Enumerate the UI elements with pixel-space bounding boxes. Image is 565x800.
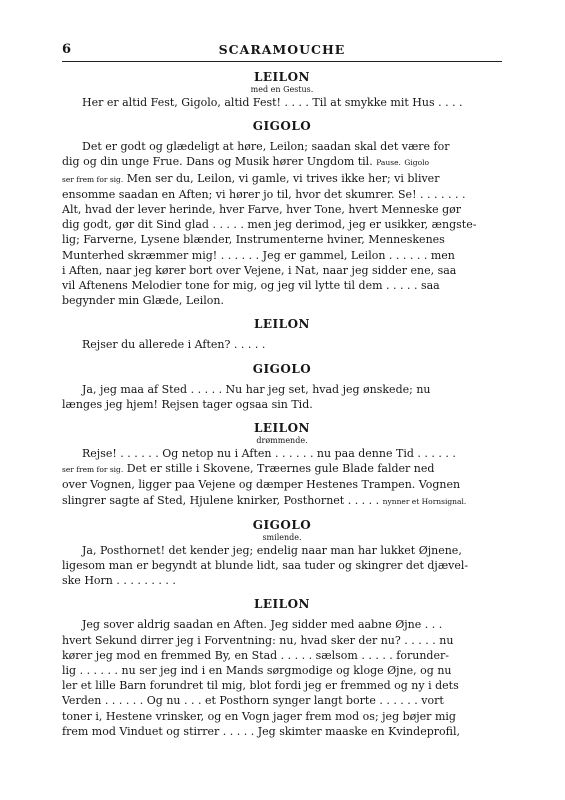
inline-stage-direction: ser frem for sig.: [62, 465, 124, 475]
speech-text: i Aften, naar jeg kører bort over Vejene, i Nat, naar jeg sidder ene, saa: [62, 263, 457, 277]
speech-text: Det er stille i Skovene, Træernes gule Blade falder ned: [123, 462, 435, 476]
speech-text: Her er altid Fest, Gigolo, altid Fest! . . . . Til at smykke mit Hus . . . .: [82, 96, 463, 109]
speech-line: [62, 543, 502, 558]
speech-line: [62, 648, 502, 663]
speech-line: [62, 461, 502, 477]
inline-stage-direction: Gigolo: [404, 158, 430, 168]
stage-direction: smilende.: [262, 532, 302, 542]
speech-line: [62, 709, 502, 724]
speech-line: [62, 248, 502, 263]
speech-line: [62, 382, 502, 397]
speech-line: [62, 663, 502, 678]
speech-text: begynder min Glæde, Leilon.: [62, 294, 224, 308]
speaker-name: LEILON: [253, 70, 311, 84]
speech-text: over Vognen, ligger paa Vejene og dæmper Hestenes Trampen. Vognen: [62, 478, 461, 492]
speaker-name: LEILON: [253, 421, 311, 436]
speech-text: ske Horn . . . . . . . . .: [62, 574, 176, 588]
header-rule: [62, 61, 502, 62]
speech-line: [62, 493, 502, 509]
speech-text: lig . . . . . . nu ser jeg ind i en Mands sørgmodige og kloge Øjne, og nu: [62, 664, 452, 678]
speech-text: ensomme saadan en Aften; vi hører jo til, hvor det skumrer. Se! . . . . . . .: [62, 187, 466, 201]
block-gap: [62, 412, 502, 421]
speech-line: [62, 693, 502, 708]
inline-stage-direction: ser frem for sig.: [62, 174, 124, 184]
speech-text: slingrer sagte af Sted, Hjulene knirker, Posthornet . . . . .: [62, 493, 383, 507]
speech-line: [62, 278, 502, 293]
block-gap: [62, 308, 502, 317]
speech-line: [62, 217, 502, 232]
speech-line: [62, 678, 502, 693]
speech-line: [62, 724, 502, 739]
running-title: SCARAMOUCHE: [218, 42, 346, 57]
speech-text: Rejse! . . . . . . Og netop nu i Aften . . . . . . nu paa denne Tid . . . . . .: [82, 447, 456, 461]
speech-text: frem mod Vinduet og stirrer . . . . . Jeg skimter maaske en Kvindeprofil,: [62, 724, 460, 738]
speech-text: hvert Sekund dirrer jeg i Forventning: nu, hvad sker der nu? . . . . . nu: [62, 633, 454, 647]
speech-text: Verden . . . . . . Og nu . . . et Posthorn synger langt borte . . . . . . vort: [62, 694, 444, 708]
speech-line: [62, 171, 502, 187]
speech-text: længes jeg hjem! Rejsen tager ogsaa sin Tid.: [62, 397, 313, 411]
speech-line: [62, 397, 502, 412]
speech-text: Men ser du, Leilon, vi gamle, vi trives ikke her; vi bliver: [123, 171, 440, 185]
page-number: 6: [62, 42, 72, 57]
speech-line: [62, 232, 502, 247]
speech-text: Alt, hvad der lever herinde, hver Farve, hver Tone, hvert Menneske gør: [62, 203, 461, 217]
speech-text: vil Aftenens Melodier tone for mig, og jeg vil lytte til dem . . . . . saa: [62, 279, 440, 293]
stage-direction: drømmende.: [256, 436, 308, 446]
speech-text: dig godt, gør dit Sind glad . . . . . men jeg derimod, jeg er usikker, ængste-: [62, 218, 477, 232]
speech-line: [62, 573, 502, 588]
speech-line: [62, 154, 502, 170]
speech-text: toner i, Hestene vrinsker, og en Vogn jager frem mod os; jeg bøjer mig: [62, 709, 456, 723]
speech-text: Ja, jeg maa af Sted . . . . . Nu har jeg set, hvad jeg ønskede; nu: [82, 382, 431, 396]
speech-text: ler et lille Barn forundret til mig, blot fordi jeg er fremmed og ny i dets: [62, 679, 459, 693]
speech-line: [62, 139, 502, 154]
speech-line: [62, 617, 502, 632]
speech: [62, 95, 502, 110]
speech-text: Munterhed skræmmer mig! . . . . . . Jeg er gammel, Leilon . . . . . . men: [62, 248, 455, 262]
speech-text: kører jeg mod en fremmed By, en Stad . . . . . sælsom . . . . . forunder-: [62, 648, 449, 662]
speech-line: [62, 477, 502, 492]
speech: [62, 337, 502, 352]
speech-text: Jeg sover aldrig saadan en Aften. Jeg sidder med aabne Øjne . . .: [82, 618, 443, 632]
speech-line: [62, 95, 502, 110]
play-text: [62, 70, 502, 739]
speech-text: ligesom man er begyndt at blunde lidt, saa tuder og skingrer det djævel-: [62, 559, 469, 573]
speech-line: [62, 633, 502, 648]
speech: [62, 617, 502, 739]
speech-line: [62, 263, 502, 278]
block-gap: [62, 588, 502, 597]
speaker-name: GIGOLO: [252, 361, 312, 376]
speech-text: Det er godt og glædeligt at høre, Leilon; saadan skal det være for: [82, 140, 450, 154]
block-gap: [62, 509, 502, 518]
speech: [62, 382, 502, 412]
block-gap: [62, 353, 502, 362]
speech-text: Ja, Posthornet! det kender jeg; endelig naar man har lukket Øjnene,: [82, 543, 462, 557]
inline-stage-direction: nynner et Hornsignal.: [382, 496, 467, 506]
stage-direction: med en Gestus.: [250, 85, 314, 94]
speech-text: dig og din unge Frue. Dans og Musik hører Ungdom til.: [62, 155, 377, 169]
speech-line: [62, 202, 502, 217]
block-gap: [62, 110, 502, 119]
speech-text: lig; Farverne, Lysene blænder, Instrumenterne hviner, Menneskenes: [62, 233, 445, 247]
speech: [62, 543, 502, 589]
speech-line: [62, 187, 502, 202]
speaker-name: LEILON: [253, 597, 311, 612]
speech: [62, 139, 502, 308]
speaker-name: LEILON: [253, 317, 311, 332]
speech-line: [62, 558, 502, 573]
page-header: [62, 42, 502, 60]
speech-text: Rejser du allerede i Aften? . . . . .: [82, 338, 266, 352]
speech-line: [62, 293, 502, 308]
inline-stage-direction: Pause.: [376, 158, 401, 168]
speech-line: [62, 446, 502, 461]
speech-line: [62, 337, 502, 352]
speech: [62, 446, 502, 509]
speaker-name: GIGOLO: [252, 517, 312, 532]
speaker-name: GIGOLO: [252, 119, 312, 134]
